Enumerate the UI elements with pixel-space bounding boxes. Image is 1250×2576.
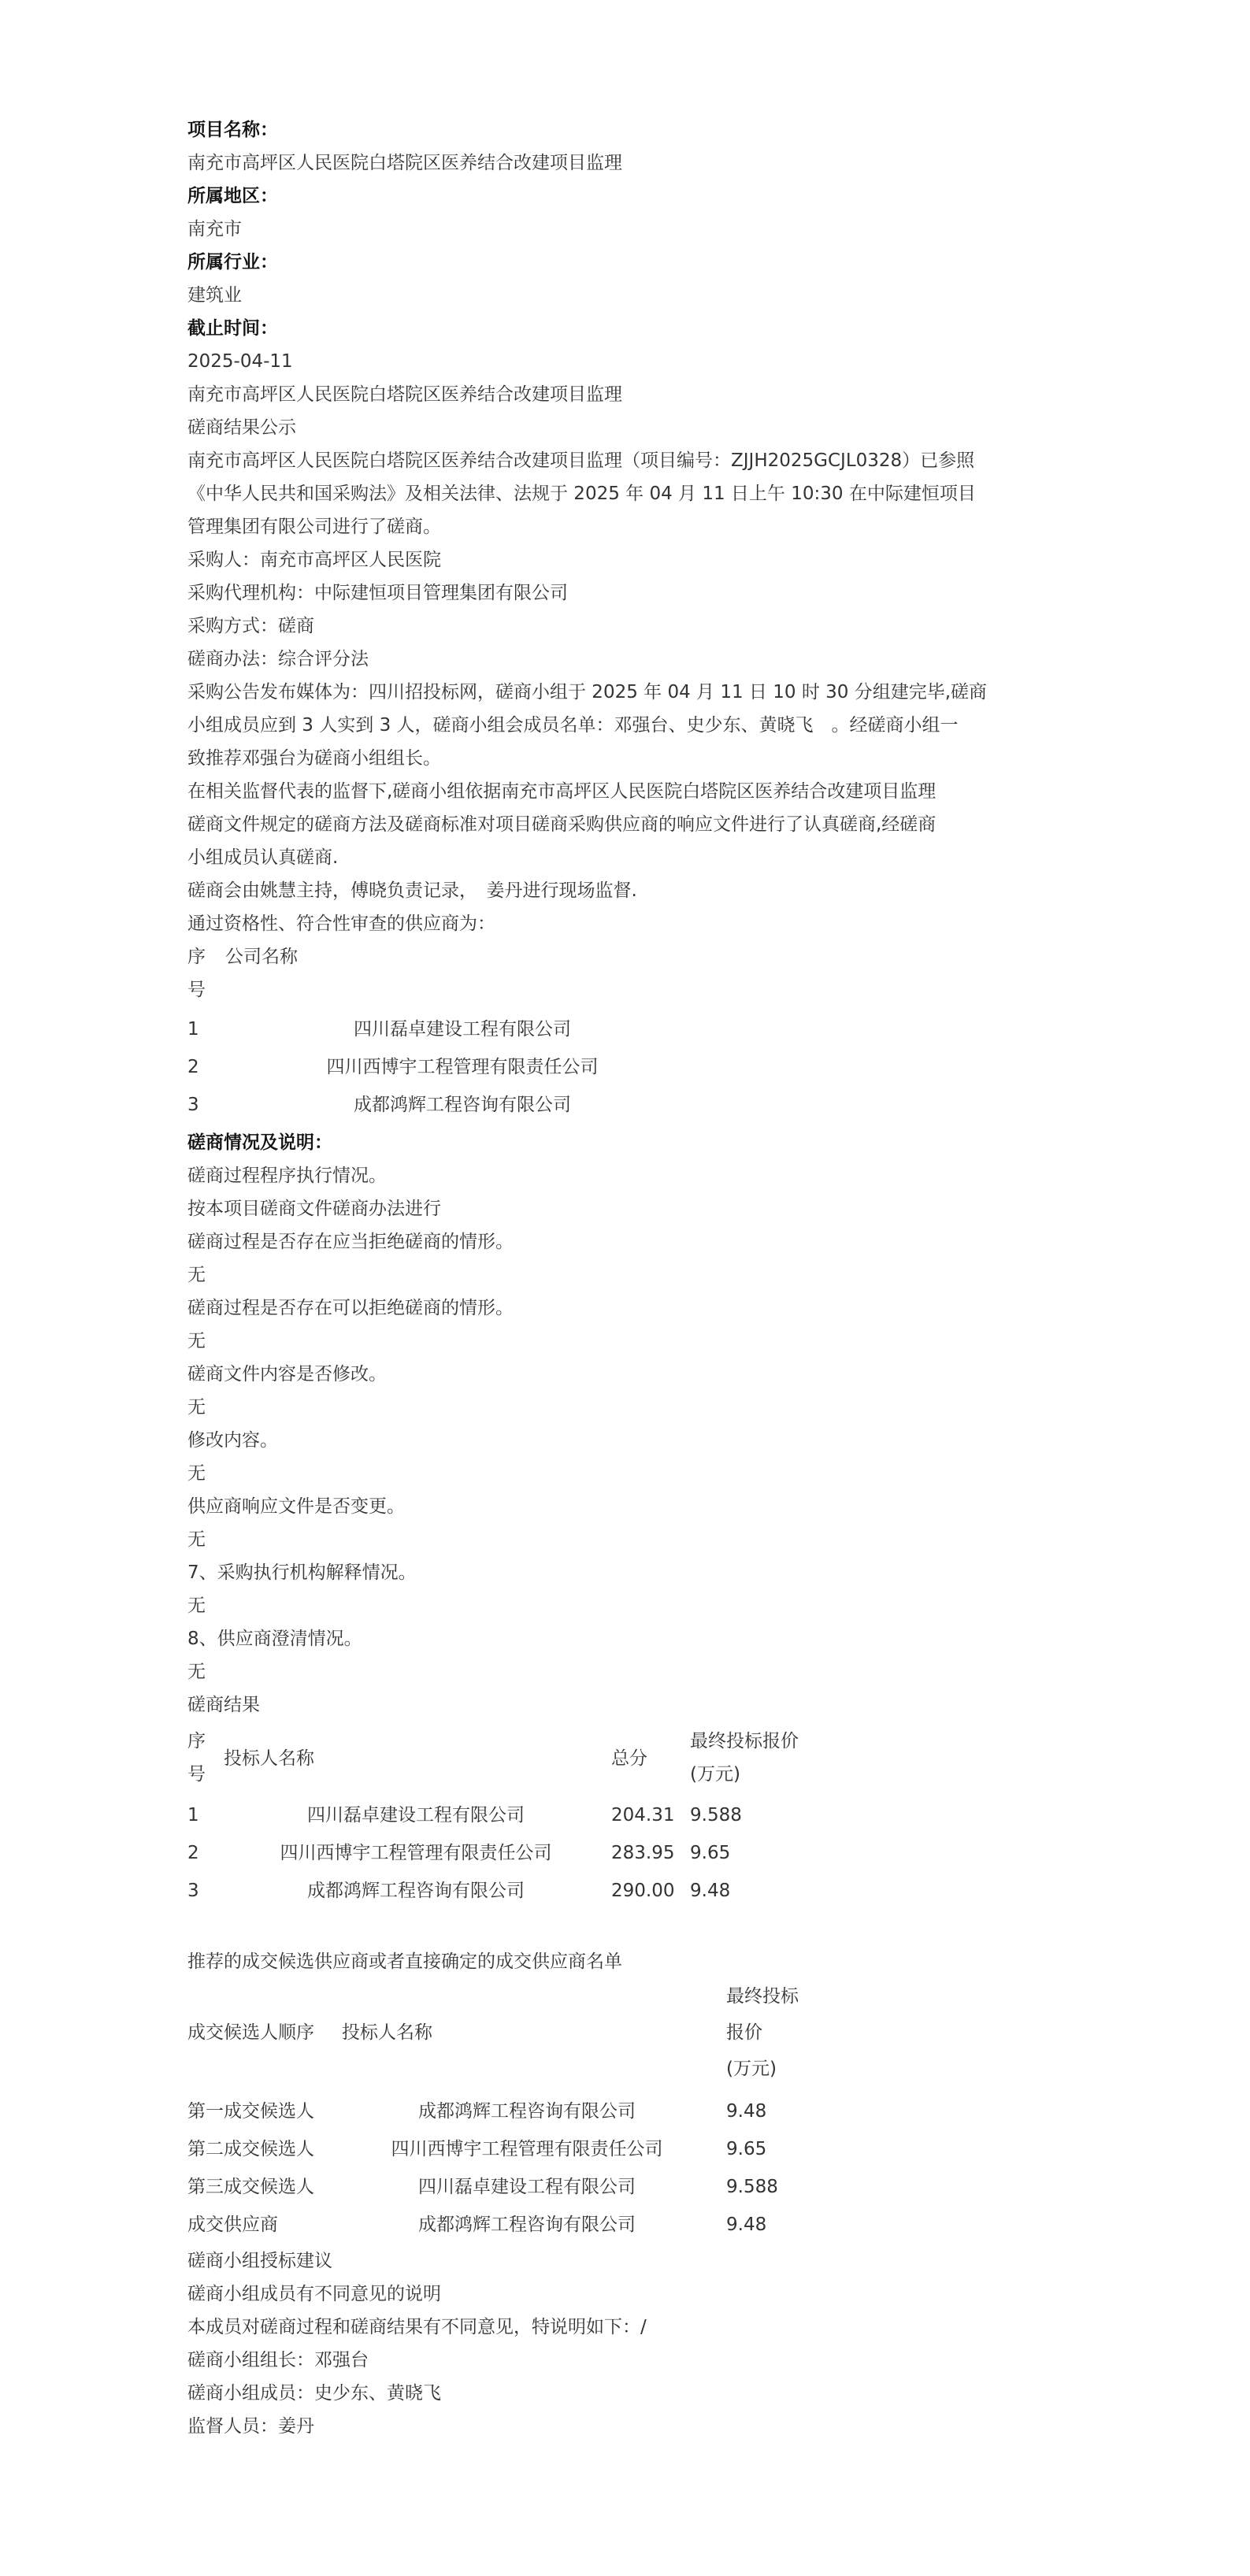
situation-item: 无: [187, 1662, 206, 1682]
col-header-score: 总分: [611, 1748, 647, 1769]
bidder-price: 9.48: [690, 1881, 731, 1901]
candidate-heading: 推荐的成交候选供应商或者直接确定的成交供应商名单: [187, 1951, 622, 1972]
company-name: 成都鸿辉工程咨询有限公司: [354, 1095, 571, 1115]
notice-title: 南充市高坪区人民医院白塔院区医养结合改建项目监理: [187, 384, 622, 405]
situation-item: 无: [187, 1331, 206, 1351]
industry-label: 所属行业：: [187, 252, 278, 272]
candidate-name: 四川磊卓建设工程有限公司: [418, 2177, 636, 2197]
closing-item: 磋商小组成员有不同意见的说明: [187, 2284, 441, 2304]
host-line: 磋商会由姚慧主持，傅晓负责记录， 姜丹进行现场监督.: [187, 880, 637, 901]
situation-item: 磋商过程是否存在应当拒绝磋商的情形。: [187, 1232, 514, 1252]
row-no: 2: [187, 1843, 199, 1863]
bidder-price: 9.588: [690, 1805, 742, 1825]
candidate-order: 第三成交候选人: [187, 2177, 314, 2197]
row-no: 3: [187, 1095, 199, 1115]
bidder-name: 四川磊卓建设工程有限公司: [307, 1805, 525, 1825]
situation-item: 7、采购执行机构解释情况。: [187, 1562, 417, 1583]
situation-item: 无: [187, 1397, 206, 1418]
row-no: 1: [187, 1805, 199, 1825]
closing-item: 本成员对磋商过程和磋商结果有不同意见，特说明如下：/: [187, 2317, 647, 2337]
situation-item: 磋商文件内容是否修改。: [187, 1364, 387, 1384]
row-no: 3: [187, 1881, 199, 1901]
row-no: 2: [187, 1057, 199, 1077]
col-header-no: 序: [187, 1731, 206, 1751]
situation-item: 按本项目磋商文件磋商办法进行: [187, 1199, 441, 1219]
situation-item: 8、供应商澄清情况。: [187, 1629, 362, 1649]
bidder-score: 204.31: [611, 1805, 675, 1825]
col-header-price: 最终投标报价: [690, 1731, 799, 1751]
industry-value: 建筑业: [187, 285, 242, 306]
team-members: 磋商小组成员：史少东、黄晓飞: [187, 2383, 441, 2404]
candidate-name: 四川西博宇工程管理有限责任公司: [391, 2139, 663, 2159]
bidder-score: 290.00: [611, 1881, 675, 1901]
col-header-bidder: 投标人名称: [342, 2022, 432, 2043]
notice-subtitle: 磋商结果公示: [187, 417, 296, 438]
candidate-order: 成交供应商: [187, 2215, 278, 2235]
supervisor: 监督人员：姜丹: [187, 2416, 314, 2437]
situation-item: 无: [187, 1596, 206, 1616]
supervise-line: 小组成员认真磋商.: [187, 847, 339, 868]
col-header-price: 报价: [726, 2022, 762, 2043]
intro-line: 《中华人民共和国采购法》及相关法律、法规于 2025 年 04 月 11 日上午 10:30 在中际建恒项目: [187, 484, 976, 504]
deadline-value: 2025-04-11: [187, 351, 293, 372]
candidate-price: 9.588: [726, 2177, 778, 2197]
candidate-order: 第二成交候选人: [187, 2139, 314, 2159]
deadline-label: 截止时间：: [187, 318, 278, 339]
candidate-name: 成都鸿辉工程咨询有限公司: [418, 2101, 636, 2122]
bidder-name: 成都鸿辉工程咨询有限公司: [307, 1881, 525, 1901]
intro-line: 南充市高坪区人民医院白塔院区医养结合改建项目监理（项目编号：ZJJH2025GCJL0328）已参照: [187, 450, 975, 471]
media-line: 小组成员应到 3 人实到 3 人，磋商小组会成员名单：邓强台、史少东、黄晓飞 。经磋商小组一: [187, 715, 959, 736]
candidate-order: 第一成交候选人: [187, 2101, 314, 2122]
col-header-price-unit: (万元): [690, 1764, 740, 1785]
col-header-price: 最终投标: [726, 1986, 799, 2007]
candidate-price: 9.48: [726, 2215, 767, 2235]
result-heading: 磋商结果: [187, 1695, 260, 1715]
col-header-no: 号: [187, 1764, 206, 1785]
situation-item: 磋商过程是否存在可以拒绝磋商的情形。: [187, 1298, 514, 1318]
col-header-no: 序: [187, 947, 206, 967]
candidate-name: 成都鸿辉工程咨询有限公司: [418, 2215, 636, 2235]
media-line: 采购公告发布媒体为：四川招投标网，磋商小组于 2025 年 04 月 11 日 10 时 30 分组建完毕,磋商: [187, 682, 988, 702]
bidder-score: 283.95: [611, 1843, 675, 1863]
project-name-label: 项目名称：: [187, 120, 278, 140]
closing-item: 磋商小组授标建议: [187, 2251, 332, 2271]
candidate-price: 9.65: [726, 2139, 767, 2159]
bidder-name: 四川西博宇工程管理有限责任公司: [280, 1843, 552, 1863]
situation-item: 无: [187, 1265, 206, 1285]
row-no: 1: [187, 1019, 199, 1040]
supervise-line: 在相关监督代表的监督下,磋商小组依据南充市高坪区人民医院白塔院区医养结合改建项目监理: [187, 781, 937, 802]
purchaser: 采购人：南充市高坪区人民医院: [187, 550, 441, 570]
col-header-bidder: 投标人名称: [224, 1748, 314, 1769]
col-header-no: 号: [187, 980, 206, 1000]
situation-item: 供应商响应文件是否变更。: [187, 1496, 405, 1517]
situation-item: 无: [187, 1463, 206, 1484]
intro-line: 管理集团有限公司进行了磋商。: [187, 517, 441, 537]
evaluation-method: 磋商办法：综合评分法: [187, 649, 369, 669]
bidder-price: 9.65: [690, 1843, 731, 1863]
company-name: 四川西博宇工程管理有限责任公司: [326, 1057, 599, 1077]
col-header-price-unit: (万元): [726, 2059, 777, 2079]
agency: 采购代理机构：中际建恒项目管理集团有限公司: [187, 583, 568, 603]
candidate-price: 9.48: [726, 2101, 767, 2122]
supervise-line: 磋商文件规定的磋商方法及磋商标准对项目磋商采购供应商的响应文件进行了认真磋商,经磋商: [187, 814, 937, 835]
situation-item: 修改内容。: [187, 1430, 278, 1451]
procurement-method: 采购方式：磋商: [187, 616, 314, 636]
qualified-intro: 通过资格性、符合性审查的供应商为：: [187, 914, 495, 934]
region-value: 南充市: [187, 219, 242, 239]
region-label: 所属地区：: [187, 186, 278, 206]
project-name-value: 南充市高坪区人民医院白塔院区医养结合改建项目监理: [187, 153, 622, 173]
team-leader: 磋商小组组长：邓强台: [187, 2350, 369, 2370]
situation-heading: 磋商情况及说明：: [187, 1132, 332, 1153]
media-line: 致推荐邓强台为磋商小组组长。: [187, 748, 441, 769]
col-header-company: 公司名称: [225, 947, 298, 967]
col-header-order: 成交候选人顺序: [187, 2022, 314, 2043]
company-name: 四川磊卓建设工程有限公司: [354, 1019, 571, 1040]
situation-item: 无: [187, 1529, 206, 1550]
situation-item: 磋商过程程序执行情况。: [187, 1166, 387, 1186]
